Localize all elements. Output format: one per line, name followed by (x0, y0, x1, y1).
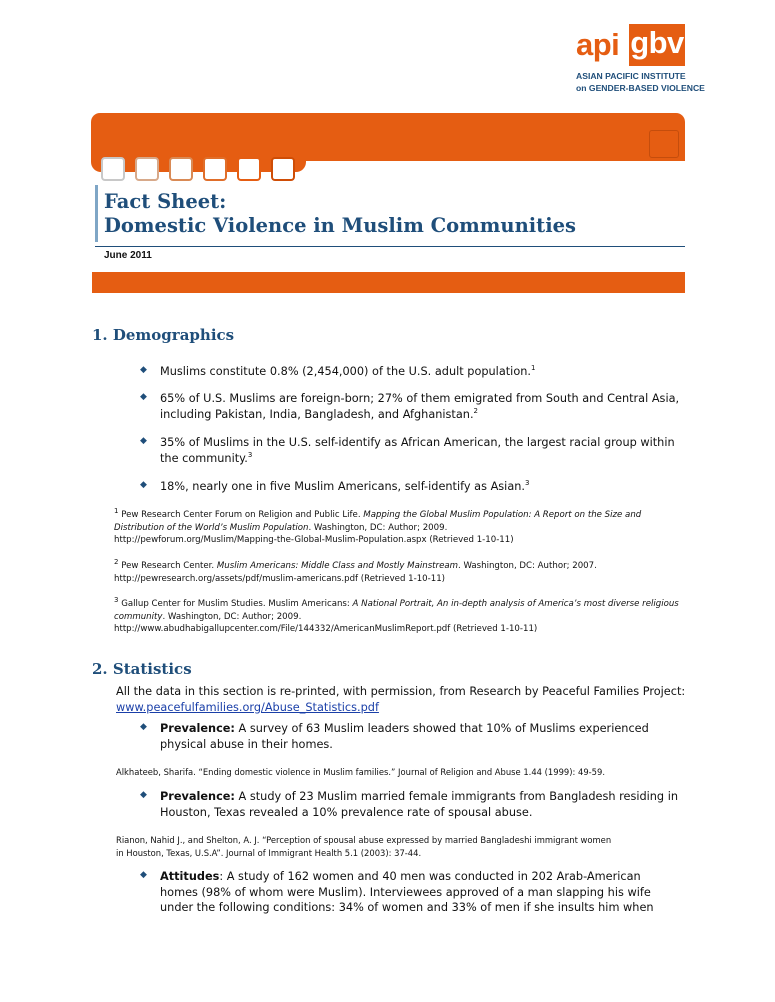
diamond-bullet-icon: ◆ (140, 790, 147, 800)
citation: Alkhateeb, Sharifa. “Ending domestic violence in Muslim families.” Journal of Religion and Abuse 1.44 (1999): 49-59. (116, 767, 605, 777)
diamond-bullet-icon: ◆ (140, 870, 147, 880)
diamond-bullet-icon: ◆ (140, 365, 147, 375)
orange-divider-bar (92, 272, 685, 293)
citation: Rianon, Nahid J., and Shelton, A. J. “Perception of spousal abuse expressed by married Bangladeshi immigrant women in Houston, Texas, U.S.A”. Journal of Immigrant Health 5.1 (2003): 37-44. (116, 835, 612, 858)
diamond-bullet-icon: ◆ (140, 436, 147, 446)
section-heading-statistics: 2. Statistics (92, 660, 192, 678)
banner-corner-box (649, 130, 679, 158)
bullet-item: ◆ 65% of U.S. Muslims are foreign-born; 27% of them emigrated from South and Central Asia, including Pakistan, India, Bangladesh, and Afghanistan.$^2$ (140, 392, 680, 421)
title-line-2: Domestic Violence in Muslim Communities (104, 213, 576, 237)
title-line-1: Fact Sheet: (104, 190, 227, 213)
title-underline (95, 246, 685, 247)
square-6 (271, 157, 295, 181)
bullet-item: ◆ Attitudes: A study of 162 women and 40 men was conducted in 202 Arab-American homes (98% of whom were Muslim). Interviewees approved of a man slapping his wife under the following conditions: 34% of women and 33% of men if she insults him when (140, 870, 654, 914)
peaceful-families-link[interactable]: www.peacefulfamilies.org/Abuse_Statistics.pdf (116, 700, 379, 714)
title-accent-rule (95, 185, 98, 242)
bullet-item: ◆ Prevalence: A survey of 63 Muslim leaders showed that 10% of Muslims experienced physical abuse in their homes. (140, 722, 649, 751)
bullet-item: ◆ 35% of Muslims in the U.S. self-identify as African American, the largest racial group within the community.$^3$ (140, 436, 675, 465)
logo-gbv-block: gbv (629, 24, 685, 66)
bullet-item: ◆ Muslims constitute 0.8% (2,454,000) of the U.S. adult population.$^1$ (140, 364, 536, 378)
bullet-item: ◆ Prevalence: A study of 23 Muslim married female immigrants from Bangladesh residing in Houston, Texas revealed a 10% prevalence rate of spousal abuse. (140, 790, 678, 819)
apigbv-logo (576, 24, 705, 99)
footnote: $^1$ Pew Research Center Forum on Religion and Public Life. Mapping the Global Muslim Population: A Report on the Size and Distribution of the World’s Muslim Population. Washington, DC: Author; 2009. http://pewforum.org/Muslim/Mapping-the-Global-Muslim-Population.aspx (Retrieved 1-10-11) (114, 507, 642, 545)
page-title (104, 190, 576, 237)
logo-api-text: api (576, 27, 620, 62)
logo-line-1: ASIAN PACIFIC INSTITUTE (576, 71, 686, 81)
logo-line-2: on GENDER-BASED VIOLENCE (576, 83, 705, 93)
square-2 (135, 157, 159, 181)
publication-date: June 2011 (104, 250, 152, 261)
square-5 (237, 157, 261, 181)
diamond-bullet-icon: ◆ (140, 480, 147, 490)
bullet-item: ◆ 18%, nearly one in five Muslim Americans, self-identify as Asian.$^3$ (140, 479, 530, 493)
diamond-bullet-icon: ◆ (140, 392, 147, 402)
footnote: $^2$ Pew Research Center. Muslim Americans: Middle Class and Mostly Mainstream. Washington, DC: Author; 2007. http://pewresearch.org/assets/pdf/muslim-americans.pdf (Retrieved 1-10-11) (114, 558, 597, 584)
statistics-intro: All the data in this section is re-printed, with permission, from Research by Peaceful Families Project: www.peacefulfamilies.org/Abuse_Statistics.pdf (116, 685, 686, 714)
square-1 (101, 157, 125, 181)
diamond-bullet-icon: ◆ (140, 722, 147, 732)
section-heading-demographics: 1. Demographics (92, 326, 235, 344)
footnote: $^3$ Gallup Center for Muslim Studies. Muslim Americans: A National Portrait, An in-depth analysis of America’s most diverse religious community. Washington, DC: Author; 2009. http://www.abudhabigallupcenter.com/File/144332/AmericanMuslimReport.pdf (Retrieved 1-10-11) (114, 596, 679, 634)
square-4 (203, 157, 227, 181)
square-3 (169, 157, 193, 181)
